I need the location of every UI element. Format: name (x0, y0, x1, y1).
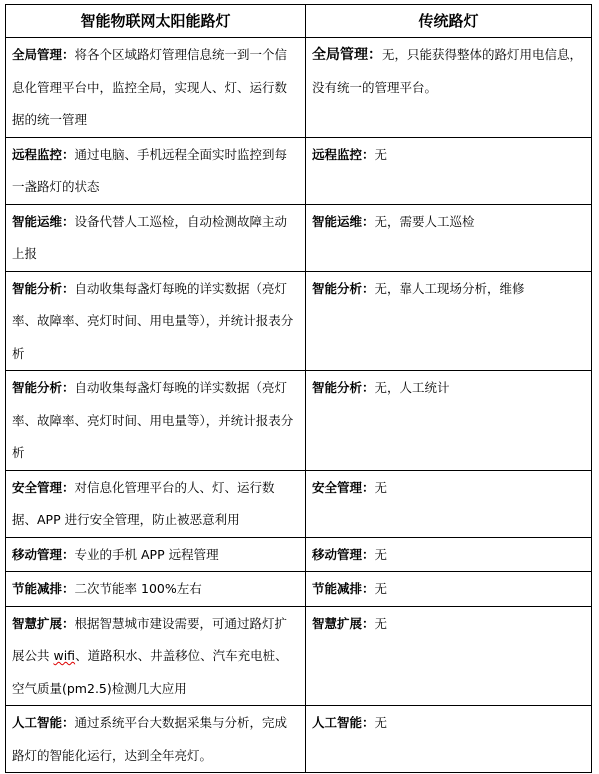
header-row (6, 5, 592, 38)
cell-right (306, 38, 592, 138)
row-text: 对信息化管理平台的人、灯、运行数据、APP 进行安全管理，防止被恶意利用 (12, 479, 275, 527)
row-text: 自动收集每盏灯每晚的详实数据（亮灯率、故障率、亮灯时间、用电量等），并统计报表分析 (12, 380, 294, 460)
row-text: 无，靠人工现场分析，维修 (374, 280, 525, 296)
cell-right (306, 706, 592, 773)
comparison-table (5, 4, 592, 773)
cell-left (6, 470, 306, 537)
table-row (6, 537, 592, 572)
cell-left (6, 137, 306, 204)
cell-right (306, 371, 592, 471)
row-text: 无，需要人工巡检 (374, 213, 475, 229)
row-text: 专业的手机 APP 远程管理 (74, 546, 219, 562)
table-row (6, 706, 592, 773)
row-label: 智慧扩展： (312, 615, 375, 631)
row-text: 无 (374, 615, 388, 631)
table-row (6, 606, 592, 706)
header-smart-light: 智能物联网太阳能路灯 (6, 5, 306, 38)
cell-left (6, 371, 306, 471)
cell-right (306, 470, 592, 537)
cell-right (306, 606, 592, 706)
table-row (6, 572, 592, 607)
row-text: 通过系统平台大数据采集与分析，完成路灯的智能化运行，达到全年亮灯。 (12, 715, 288, 763)
row-text: 二次节能率 100%左右 (74, 581, 202, 596)
row-label: 远程监控： (12, 146, 75, 162)
row-text: 无，只能获得整体的路灯用电信息，没有统一的管理平台。 (312, 47, 583, 95)
row-text: 无 (374, 546, 388, 562)
cell-right (306, 537, 592, 572)
row-label: 智能分析： (312, 380, 375, 395)
table-row (6, 38, 592, 138)
row-label: 人工智能： (312, 715, 375, 730)
cell-right (306, 137, 592, 204)
row-label: 移动管理： (312, 546, 375, 562)
row-text: 将各个区域路灯管理信息统一到一个信息化管理平台中，监控全局，实现人、灯、运行数据的统一管理 (12, 47, 288, 127)
row-text: 无 (374, 479, 388, 495)
cell-left (6, 572, 306, 607)
table-row (6, 470, 592, 537)
row-label: 移动管理： (12, 546, 75, 562)
row-label: 智能运维： (312, 213, 375, 229)
cell-left (6, 204, 306, 271)
row-label: 智能分析： (12, 280, 75, 296)
cell-right (306, 204, 592, 271)
row-label: 全局管理： (12, 47, 75, 62)
row-text: 无 (374, 581, 388, 596)
row-text: 无 (374, 146, 388, 162)
cell-right (306, 572, 592, 607)
row-text: 无 (374, 715, 388, 730)
row-label: 智能运维： (12, 213, 75, 229)
row-label: 安全管理： (312, 479, 375, 495)
table-row (6, 371, 592, 471)
row-label: 全局管理： (312, 47, 382, 63)
table-row (6, 271, 592, 371)
row-label: 人工智能： (12, 715, 75, 730)
cell-left (6, 38, 306, 138)
row-label: 智能分析： (12, 380, 75, 395)
row-text: 自动收集每盏灯每晚的详实数据（亮灯率、故障率、亮灯时间、用电量等），并统计报表分析 (12, 280, 294, 361)
cell-left (6, 606, 306, 706)
cell-left (6, 537, 306, 572)
row-text-b: 、道路积水、井盖移位、汽车充电桩、空气质量(pm2.5)检测几大应用 (12, 648, 288, 696)
row-label: 节能减排： (12, 581, 75, 596)
cell-left (6, 271, 306, 371)
table-row (6, 204, 592, 271)
row-text: 设备代替人工巡检，自动检测故障主动上报 (12, 213, 288, 261)
row-label: 节能减排： (312, 581, 375, 596)
spellcheck-underlined-word: wifi (53, 648, 76, 663)
table-row (6, 137, 592, 204)
row-label: 智能分析： (312, 280, 375, 296)
cell-right (306, 271, 592, 371)
row-label: 安全管理： (12, 479, 75, 495)
row-label: 智慧扩展： (12, 615, 75, 631)
cell-left (6, 706, 306, 773)
header-traditional-light: 传统路灯 (306, 5, 592, 38)
row-label: 远程监控： (312, 146, 375, 162)
row-text-a: 根据智慧城市建设需要，可通过路灯扩展公共 (12, 615, 288, 663)
row-text: 无，人工统计 (374, 380, 450, 395)
row-text: 通过电脑、手机远程全面实时监控到每一盏路灯的状态 (12, 146, 288, 194)
